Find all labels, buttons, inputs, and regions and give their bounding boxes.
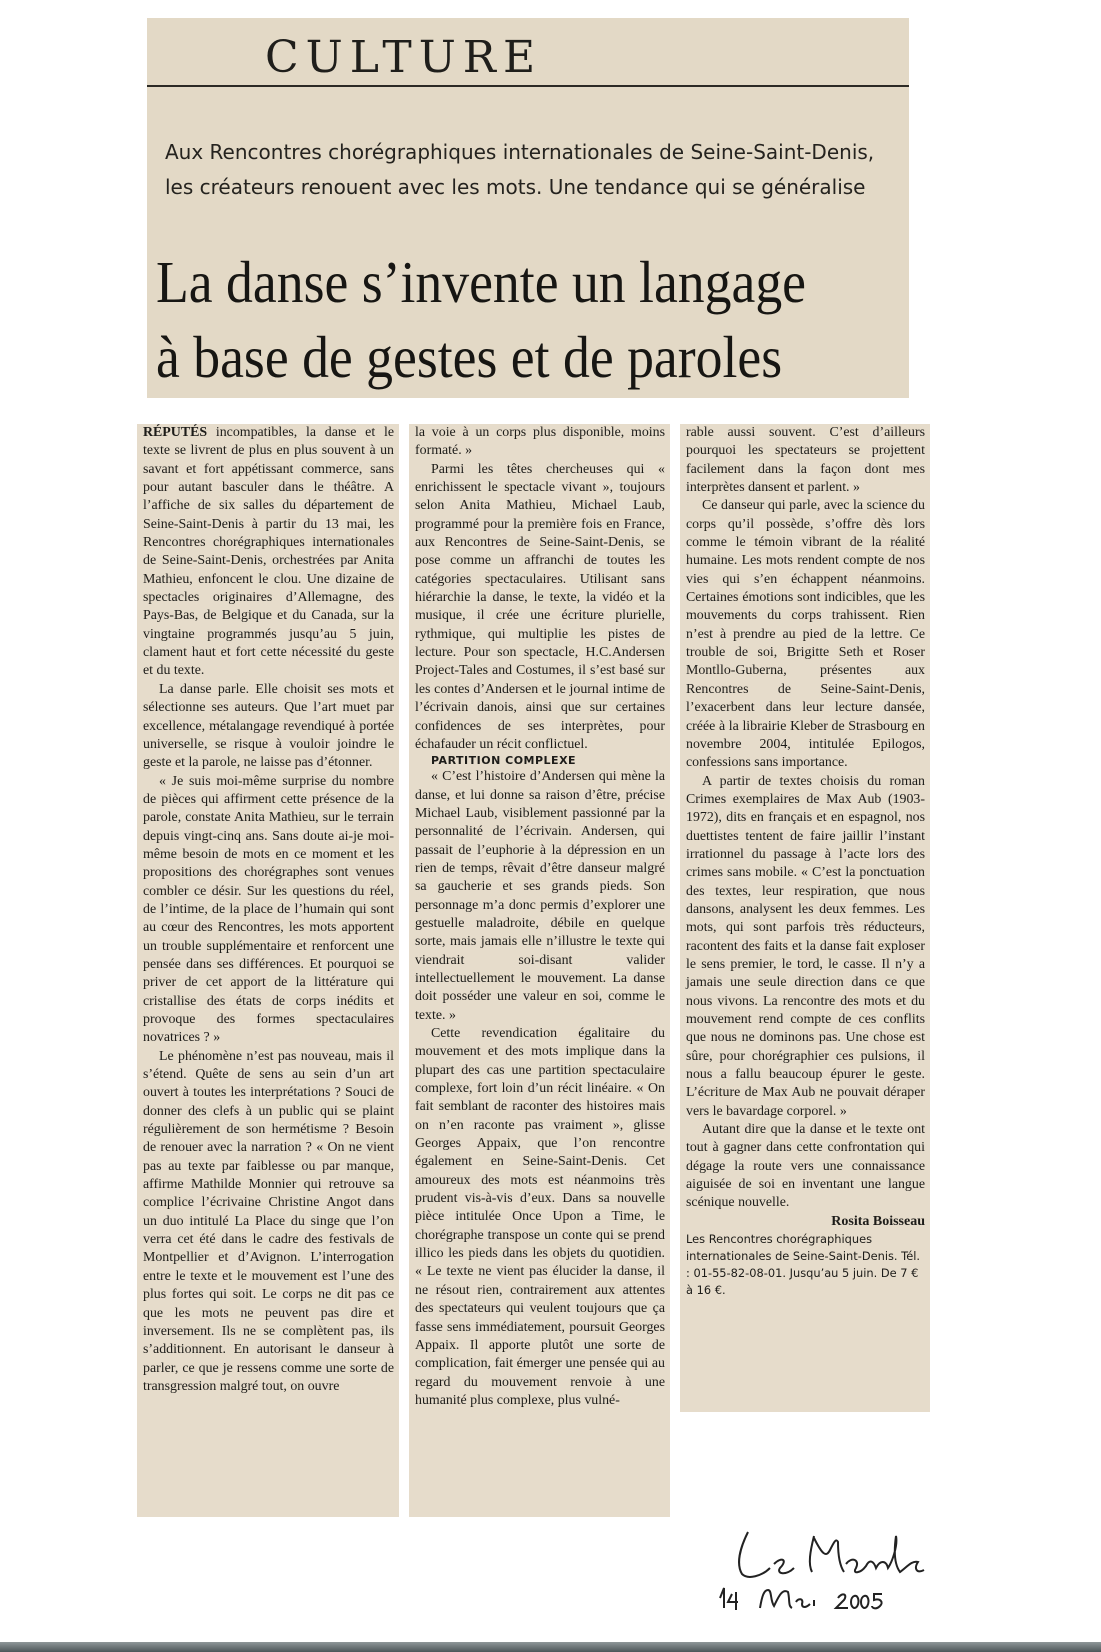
handwritten-source-note bbox=[718, 1502, 958, 1622]
author-byline: Rosita Boisseau bbox=[831, 1213, 925, 1229]
section-title: CULTURE bbox=[265, 32, 543, 83]
subheading: PARTITION COMPLEXE bbox=[431, 754, 577, 768]
event-info-box: Les Rencontres chorégraphiques internationales de Seine-Saint-Denis. Tél. : 01-55-82-08-01. Jusqu’au 5 juin. De 7 € à 16 €. bbox=[686, 1232, 920, 1298]
paragraph: la voie à un corps plus disponible, moins formaté. » bbox=[415, 425, 665, 459]
paragraph: A partir de textes choisis du roman Crimes exemplaires de Max Aub (1903-1972), dits en français et en espagnol, nos duettistes tentent de faire jaillir l’instant irrationnel du passage à l’acte lors des crimes sans mobile. « C’est la ponctuation des textes, leur respiration, que nous dansons, analysent les deux femmes. Les mots, qui sont parfois très réducteurs, racontent des faits et la danse fait exploser le sens premier, le tord, le casse. Il n’y a jamais une seule direction dans ce que nous vivons. La rencontre des mots et du mouvement rend compte de ces conflits que nous ne dominons pas. Une chose est sûre, pour chorégraphier ces pulsions, il nous a fallu beaucoup épurer le geste. L’écriture de Max Aub ne pouvait déraper vers le bavardage corporel. » bbox=[686, 773, 925, 1119]
article-column-3 bbox=[680, 424, 930, 1412]
paragraph: Parmi les têtes chercheuses qui « enrichissent le spectacle vivant », toujours selon Anita Mathieu, Michael Laub, programmé pour la première fois en France, aux Rencontres de Seine-Saint-Denis, se pose comme un affranchi de toutes les catégories spectaculaires. Utilisant sans hiérarchie la danse, le texte, la vidéo et la musique, il crée une écriture plurielle, rythmique, qui multiplie les pistes de lecture. Pour son spectacle, H.C.Andersen Project-Tales and Costumes, il s’est basé sur les contes d’Andersen et le journal intime de l’écrivain danois, ainsi que sur certaines confidences de ses interprètes, pour échafauder un récit conflictuel. bbox=[415, 461, 665, 752]
scanner-edge bbox=[0, 1642, 1101, 1652]
headline-line-2: à base de gestes et de paroles bbox=[156, 324, 783, 390]
paragraph: Ce danseur qui parle, avec la science du corps qu’il possède, s’offre dès lors comme le témoin vibrant de la réalité humaine. Les mots rendent compte de nos vies qui s’en échappent néanmoins. Certaines émotions sont indicibles, que les mouvements du corps trahissent. Rien n’est à prendre au pied de la lettre. Ce trouble de soi, Brigitte Seth et Roser Montllo-Guberna, présentes aux Rencontres de Seine-Saint-Denis, l’exacerbent dans leur lecture dansée, créée à la librairie Kleber de Strasbourg en novembre 2004, intitulée Epilogos, confessions sans importance. bbox=[686, 498, 925, 771]
handwriting-scrawl bbox=[718, 1502, 958, 1622]
article-header bbox=[147, 18, 909, 398]
section-divider bbox=[147, 85, 909, 87]
paragraph: La danse parle. Elle choisit ses mots et sélectionne ses auteurs. Que l’art muet par excellence, métalangage revendiqué à portée universelle, se risque à vouloir joindre le geste et la parole, ne laisse pas d’étonner. bbox=[143, 681, 394, 771]
article-column-2 bbox=[409, 424, 670, 1517]
paragraph: Autant dire que la danse et le texte ont tout à gagner dans cette confrontation qui dégage la route vers une connaissance aiguisée de soi en inventant une langue scénique nouvelle. bbox=[686, 1122, 925, 1211]
article-headline bbox=[156, 245, 829, 395]
paragraph: Le phénomène n’est pas nouveau, mais il s’étend. Quête de sens au sein d’un art ouvert à toutes les interprétations ? Souci de donner des clefs à un public qui se plaint régulièrement de son hermétisme ? Besoin de renouer avec la narration ? « On ne vient pas au texte par faiblesse ou par manque, affirme Mathilde Monnier qui retrouve sa complice l’écrivaine Christine Angot dans un duo intitulé La Place du singe que l’on verra cet été dans le cadre des festivals de Montpellier et d’Avignon. L’interrogation entre le texte et le mouvement est l’une des plus fortes qui soit. Le corps ne dit pas ce que les mots ne peuvent pas dire et inversement. Ils ne se complètent pas, ils s’additionnent. En autorisant le danseur à parler, ce que je ressens comme une sorte de transgression malgré tout, on ouvre bbox=[143, 1048, 394, 1394]
paragraph: « Je suis moi-même surprise du nombre de pièces qui affirment cette présence de la parole, constate Anita Mathieu, sur le terrain depuis vingt-cinq ans. Sans doute ai-je moi-même besoin de mots en ce moment et les propositions des chorégraphes sont venues combler ce désir. Sur les questions du réel, de l’intime, de la place de l’humain qui sont au cœur des Rencontres, les mots apportent un trouble supplémentaire et renforcent une pensée dans ses différences. Et pourquoi se priver de cet apport de la littérature qui cristallise des états de corps inédits et provoque des formes spectaculaires novatrices ? » bbox=[143, 773, 394, 1046]
article-kicker: Aux Rencontres chorégraphiques internationales de Seine-Saint-Denis, les créateurs renouent avec les mots. Une tendance qui se généralise bbox=[165, 140, 875, 199]
paragraph: rable aussi souvent. C’est d’ailleurs pourquoi les spectateurs se projettent facilement dans la façon dont mes interprètes dansent et parlent. » bbox=[686, 425, 925, 496]
paragraph: Cette revendication égalitaire du mouvement et des mots implique dans la plupart des cas une partition spectaculaire complexe, fort loin d’un récit linéaire. « On fait semblant de raconter des histoires mais on n’en raconte pas vraiment », glisse Georges Appaix, que l’on rencontre également en Seine-Saint-Denis. Cet amoureux des mots est néanmoins très prudent vis-à-vis d’eux. Dans sa nouvelle pièce intitulée Once Upon a Time, le chorégraphe transpose un conte qui se prend illico les pieds dans les objets du quotidien. « Le texte ne vient pas élucider la danse, il ne résout rien, contrairement aux attentes des spectateurs qui veulent toujours que ça fasse sens immédiatement, poursuit Georges Appaix. Il apporte plutôt une sorte de complication, fait émerger une pensée qui au regard du mouvement renvoie à une humanité plus complexe, plus vulné- bbox=[415, 1026, 665, 1408]
article-column-1 bbox=[137, 424, 399, 1517]
lead-word: RÉPUTÉS bbox=[143, 425, 208, 440]
headline-line-1: La danse s’invente un langage bbox=[156, 249, 806, 315]
paragraph: « C’est l’histoire d’Andersen qui mène la danse, et lui donne sa raison d’être, précise Michael Laub, visiblement passionné par la personnalité de l’écrivain. Andersen, qui passait de l’euphorie à la dépression en un rien de temps, rêvait d’être danseur malgré sa gaucherie et ses grands pieds. Son personnage m’a donc permis d’explorer une gestuelle maladroite, débile en quelque sorte, mais jamais elle n’illustre le texte qui viendrait soi-disant valider intellectuellement le mouvement. La danse doit posséder une valeur en soi, comme le texte. » bbox=[415, 769, 665, 1023]
paragraph: RÉPUTÉS incompatibles, la danse et le texte se livrent de plus en plus souvent à un savant et fort appétissant commerce, sans pour autant basculer dans le théâtre. A l’affiche de six salles du département de Seine-Saint-Denis à partir du 13 mai, les Rencontres chorégraphiques internationales de Seine-Saint-Denis, orchestrées par Anita Mathieu, enfoncent le clou. Une dizaine de spectacles originaires d’Allemagne, des Pays-Bas, de Belgique et du Canada, sur la vingtaine programmés jusqu’au 5 juin, clament haut et fort cette nécessité du geste et du texte. bbox=[143, 425, 394, 679]
